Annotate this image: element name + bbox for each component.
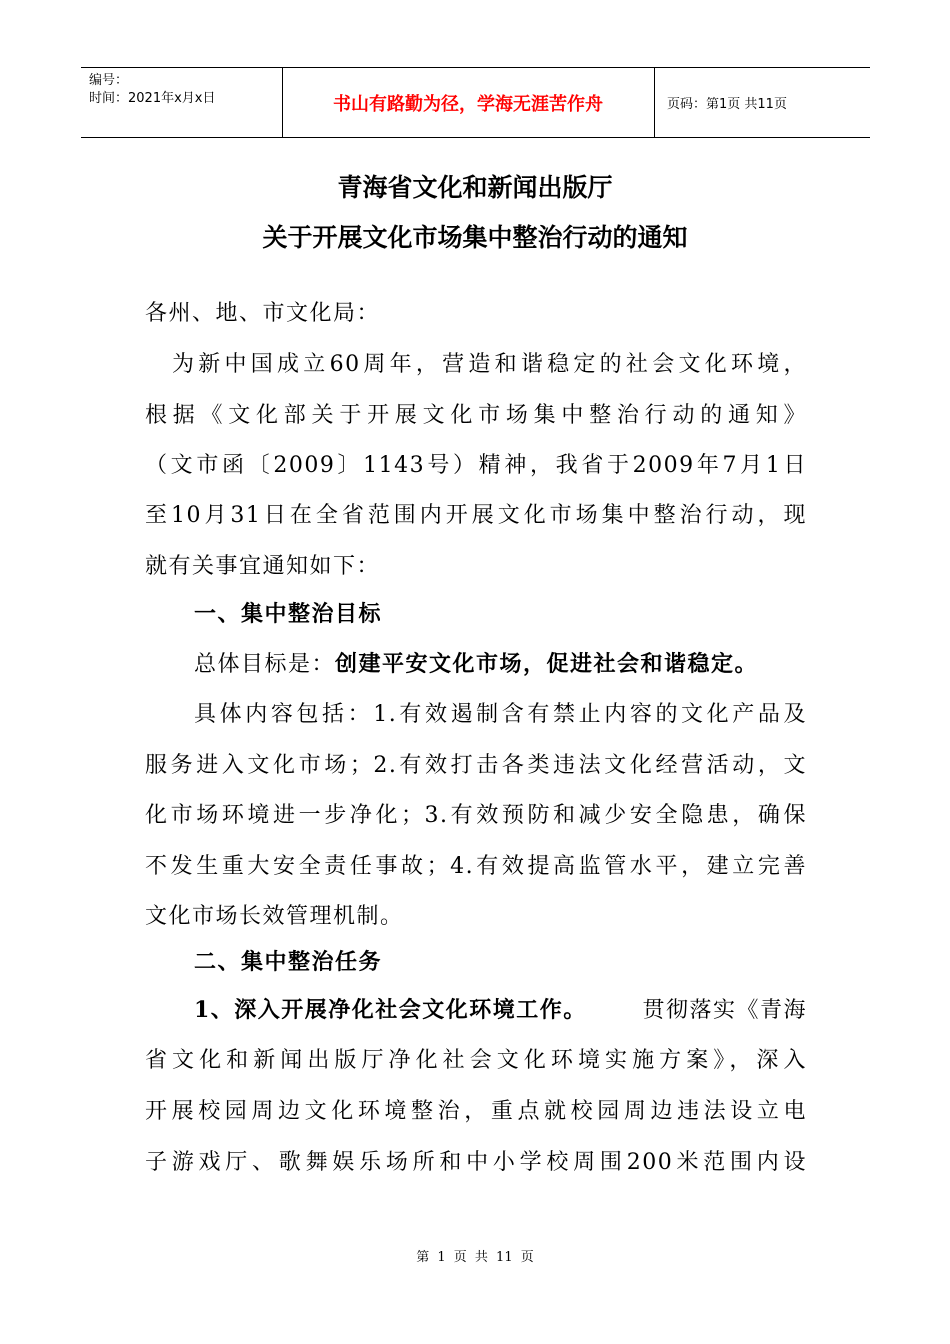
document-time-label: 时间：2021年x月x日 (89, 91, 216, 106)
task-heading: 1、深入开展净化社会文化环境工作。 (194, 997, 587, 1023)
paragraph-line: 至10月31日在全省范围内开展文化市场集中整治行动，现 (145, 503, 807, 528)
header-table (81, 67, 870, 138)
paragraph-line: 服务进入文化市场；2.有效打击各类违法文化经营活动，文 (145, 753, 807, 778)
header-page-info: 页码：第1页 共11页 (667, 97, 787, 112)
section-heading: 二、集中整治任务 (194, 949, 383, 975)
header-divider (654, 68, 655, 137)
paragraph-line: 子游戏厅、歌舞娱乐场所和中小学校周围200米范围内设 (145, 1150, 807, 1175)
paragraph-line: 省文化和新闻出版厅净化社会文化环境实施方案》，深入 (145, 1048, 807, 1073)
task-text: 贯彻落实《青海 (642, 998, 807, 1023)
paragraph-line (194, 647, 807, 678)
paragraph-line: 化市场环境进一步净化；3.有效预防和减少安全隐患，确保 (145, 803, 807, 828)
paragraph-line: 根据《文化部关于开展文化市场集中整治行动的通知》 (145, 403, 807, 428)
paragraph-line: 为新中国成立60周年，营造和谐稳定的社会文化环境， (172, 352, 807, 377)
page-footer: 第 1 页 共 11 页 (416, 1250, 534, 1265)
document-number-label: 编号： (89, 73, 129, 88)
document-title-line1: 青海省文化和新闻出版厅 (337, 173, 613, 202)
header-motto: 书山有路勤为径，学海无涯苦作舟 (333, 93, 603, 115)
paragraph-line: 不发生重大安全责任事故；4.有效提高监管水平，建立完善 (145, 854, 807, 879)
paragraph-line: （文市函〔2009〕1143号）精神，我省于2009年7月1日 (145, 453, 807, 478)
document-title-line2: 关于开展文化市场集中整治行动的通知 (262, 223, 688, 252)
salutation: 各州、地、市文化局： (145, 301, 381, 326)
paragraph-line (194, 993, 807, 1024)
paragraph-line: 具体内容包括：1.有效遏制含有禁止内容的文化产品及 (194, 702, 807, 727)
paragraph-line: 就有关事宜通知如下： (145, 554, 381, 579)
goal-label: 总体目标是： (194, 652, 336, 677)
goal-statement: 创建平安文化市场，促进社会和谐稳定。 (335, 651, 759, 677)
section-heading: 一、集中整治目标 (194, 601, 383, 627)
header-meta (89, 72, 215, 108)
paragraph-line: 文化市场长效管理机制。 (145, 904, 404, 929)
paragraph-line: 开展校园周边文化环境整治，重点就校园周边违法设立电 (145, 1099, 807, 1124)
